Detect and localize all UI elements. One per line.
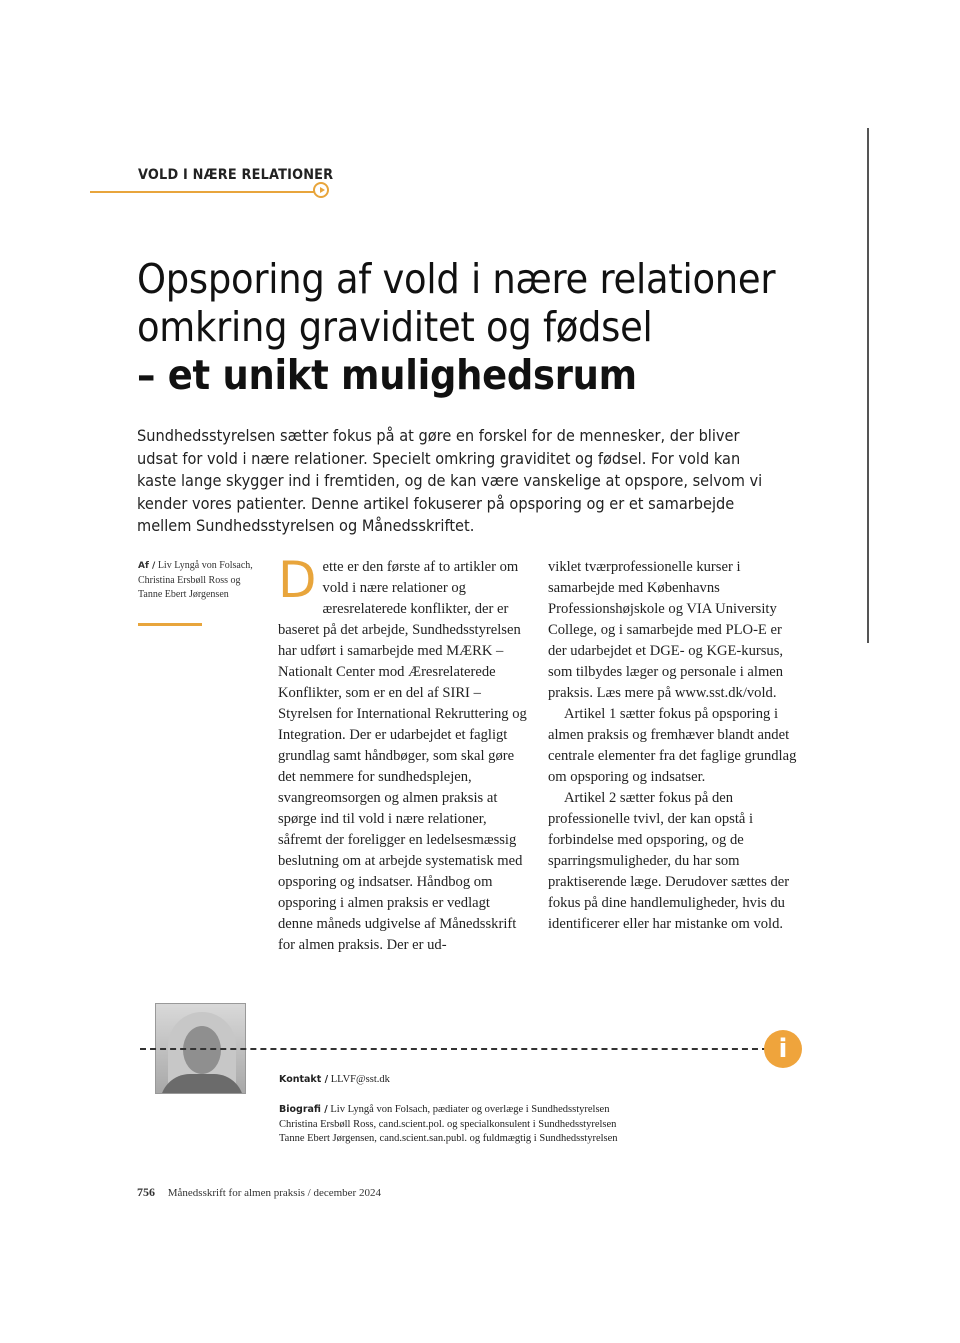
dashed-divider bbox=[140, 1048, 768, 1050]
bio-line: Liv Lyngå von Folsach, pædiater og overlæge i Sundhedsstyrelsen bbox=[330, 1104, 610, 1115]
title-line-2: omkring graviditet og fødsel bbox=[137, 303, 653, 351]
byline-divider bbox=[138, 623, 202, 626]
section-label: VOLD I NÆRE RELATIONER bbox=[138, 167, 334, 183]
bio-line: Christina Ersbøll Ross, cand.scient.pol. og specialkonsulent i Sundhedsstyrelsen bbox=[279, 1118, 617, 1130]
bio-line: Tanne Ebert Jørgensen, cand.scient.san.publ. og fuldmægtig i Sundhedsstyrelsen bbox=[279, 1133, 618, 1144]
body-column-1 bbox=[278, 551, 528, 956]
body-paragraph: ette er den første af to artikler om vold i nære relationer og æresrelaterede konflikter, der er baseret på det arbejde, Sundhedsstyrelsen har udført i samarbejde med MÆRK – Nationalt Center mod Æresrelaterede Konflikter, som er en del af SIRI – Styrelsen for International Rekruttering og Integration. Der er udarbejdet et fagligt grundlag samt håndbøger, som skal gøre det nemmere for sundhedsplejen, svangreomsorgen og almen praksis at spørge ind til vold i nære relationer, såfremt der foreligger en ledelsesmæssig beslutning om at arbejde systematisk med opsporing og indsatser. Håndbog om opsporing i almen praksis er vedlagt denne måneds udgivelse af Månedsskrift for almen praksis. Der er ud- bbox=[278, 559, 527, 953]
body-paragraph: viklet tværprofessionelle kurser i samarbejde med Københavns Professionshøjskole og VIA University College, og i samarbejde med PLO-E er der udarbejdet et DGE- og KGE-kursus, som tilbydes læger og personale i almen praksis. Læs mere på www.sst.dk/vold. bbox=[548, 559, 784, 701]
article-title bbox=[137, 255, 785, 399]
info-icon: i bbox=[764, 1030, 802, 1068]
page-footer bbox=[137, 1185, 381, 1200]
contact-email[interactable]: LLVF@sst.dk bbox=[330, 1074, 390, 1085]
body-paragraph: Artikel 2 sætter fokus på den professionelle tvivl, der kan opstå i forbindelse med opsporing, og de sparringsmuligheder, du har som praktiserende læge. Derudover sættes der fokus på dine handlemuligheder, hvis du identificerer eller har mistanke om vold. bbox=[548, 790, 790, 932]
margin-rule bbox=[867, 128, 869, 643]
drop-cap: D bbox=[278, 551, 317, 609]
byline bbox=[138, 559, 253, 603]
bio-label: Biografi / bbox=[279, 1104, 328, 1115]
contact-line bbox=[279, 1074, 390, 1085]
lead-paragraph: Sundhedsstyrelsen sætter fokus på at gøre en forskel for de mennesker, der bliver udsat for vold i nære relationer. Specielt omkring graviditet og fødsel. For vold kan kaste lange skygger ind i fremtiden, og de kan være vanskelige at opspore, selvom vi kender vores patienter. Denne artikel fokuserer på opsporing og er et samarbejde mellem Sundhedsstyrelsen og Månedsskriftet. bbox=[137, 426, 763, 535]
page-number: 756 bbox=[137, 1185, 155, 1199]
byline-prefix: Af / bbox=[138, 561, 156, 571]
contact-label: Kontakt / bbox=[279, 1074, 329, 1085]
title-line-1: Opsporing af vold i nære relationer bbox=[137, 255, 776, 303]
title-line-3: – et unikt mulighedsrum bbox=[137, 351, 637, 399]
section-divider bbox=[90, 191, 314, 193]
publication-name: Månedsskrift for almen praksis / december 2024 bbox=[167, 1187, 381, 1199]
biography bbox=[279, 1103, 839, 1147]
body-paragraph: Artikel 1 sætter fokus på opsporing i almen praksis og fremhæver blandt andet centrale elementer fra det faglige grundlag om opsporing og indsatser. bbox=[548, 706, 797, 785]
body-column-2 bbox=[548, 557, 800, 935]
byline-authors: Liv Lyngå von Folsach, Christina Ersbøll Ross og Tanne Ebert Jørgensen bbox=[138, 560, 253, 600]
arrow-right-icon bbox=[313, 182, 329, 198]
